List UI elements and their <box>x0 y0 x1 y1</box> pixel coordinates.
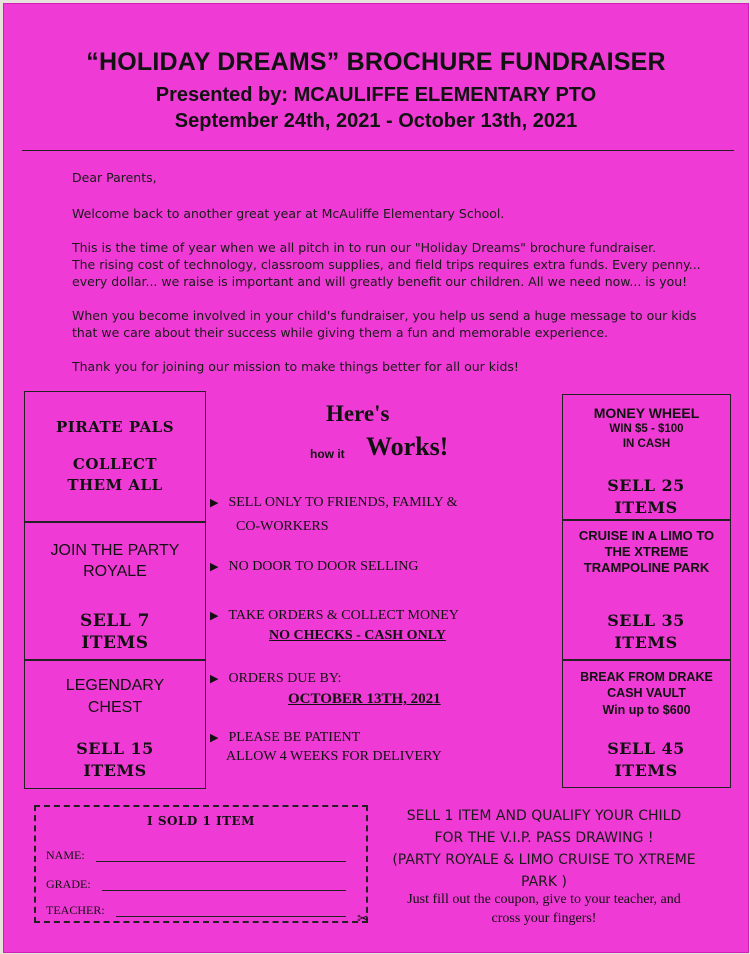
presented-by: Presented by: MCAULIFFE ELEMENTARY PTO <box>155 84 597 106</box>
letter-paragraph-2-line-2: The rising cost of technology, classroom supplies, and field trips requires extra funds. Every penny... <box>72 257 701 272</box>
vip-instructions <box>376 890 712 928</box>
vip-line-6: cross your fingers! <box>491 911 597 926</box>
coupon-teacher-field[interactable] <box>116 916 346 917</box>
vip-line-4: PARK ) <box>521 874 567 890</box>
letter-paragraph-3-line-2: that we care about their success while giving them a fun and memorable experience. <box>72 325 608 340</box>
rule-friends-family <box>210 495 457 511</box>
heres-heading: Here's <box>326 401 390 426</box>
fundraiser-dates: September 24th, 2021 - October 13th, 2021 <box>174 110 578 132</box>
rule-text: TAKE ORDERS & COLLECT MONEY <box>228 608 459 623</box>
coupon-teacher-label: TEACHER: <box>46 903 105 917</box>
letter-greeting: Dear Parents, <box>72 170 157 185</box>
prize-sell-goal: SELL 7 ITEMS <box>80 611 150 653</box>
rule-text: PLEASE BE PATIENT <box>228 730 361 745</box>
flyer-sheet <box>4 4 748 952</box>
letter-paragraph-2-line-3: every dollar... we raise is important and will greatly benefit our children. All we need now... is you! <box>72 274 688 289</box>
rule-text: ORDERS DUE BY: <box>228 671 342 686</box>
coupon-title: I SOLD 1 ITEM <box>147 814 255 828</box>
rule-no-door-to-door <box>210 559 419 575</box>
rule-be-patient <box>210 730 360 746</box>
prize-box-party-royale <box>24 521 206 661</box>
coupon-name-field[interactable] <box>96 861 346 862</box>
vip-line-2: FOR THE V.I.P. PASS DRAWING ! <box>434 830 654 846</box>
header-divider <box>22 150 734 151</box>
works-heading: Works! <box>366 432 449 461</box>
prize-box-drake-cash-vault <box>562 659 731 788</box>
rule-cash-only: NO CHECKS - CASH ONLY <box>269 628 446 643</box>
prize-sell-goal: SELL 45 ITEMS <box>607 739 685 780</box>
coupon-grade-field[interactable] <box>102 890 346 891</box>
prize-box-limo-cruise <box>562 519 731 661</box>
triangle-bullet-icon: ▶ <box>210 673 219 685</box>
prize-sell-goal: SELL 25 ITEMS <box>607 476 685 517</box>
vip-drawing-text <box>376 805 712 893</box>
triangle-bullet-icon: ▶ <box>210 610 219 622</box>
letter-paragraph-4: Thank you for joining our mission to make things better for all our kids! <box>72 359 519 374</box>
vip-line-1: SELL 1 ITEM AND QUALIFY YOUR CHILD <box>406 808 682 824</box>
rule-orders-due <box>210 671 342 687</box>
rule-delivery-time: ALLOW 4 WEEKS FOR DELIVERY <box>226 749 442 764</box>
coupon-cutout[interactable] <box>34 805 369 926</box>
prize-box-money-wheel <box>562 394 731 521</box>
prize-detail: COLLECT THEM ALL <box>67 455 163 494</box>
prize-name: CRUISE IN A LIMO TO THE XTREME TRAMPOLINE PARK <box>578 528 715 575</box>
prize-box-pirate-pals <box>24 391 206 523</box>
scissors-icon: ✂ <box>357 910 369 926</box>
coupon-grade-label: GRADE: <box>46 877 91 891</box>
flyer-title: “HOLIDAY DREAMS” BROCHURE FUNDRAISER <box>86 48 666 76</box>
vip-line-3: (PARTY ROYALE & LIMO CRUISE TO XTREME <box>392 852 696 868</box>
prize-box-legendary-chest <box>24 659 206 789</box>
rule-text: SELL ONLY TO FRIENDS, FAMILY & <box>228 495 458 510</box>
letter-paragraph-1: Welcome back to another great year at McAuliffe Elementary School. <box>72 206 505 221</box>
prize-detail: WIN $5 - $100 <box>609 423 684 435</box>
prize-sell-goal: SELL 35 ITEMS <box>607 611 685 652</box>
prize-sell-goal: SELL 15 ITEMS <box>76 739 154 780</box>
triangle-bullet-icon: ▶ <box>210 561 219 573</box>
prize-detail: Win up to $600 <box>602 703 691 717</box>
rule-text: NO DOOR TO DOOR SELLING <box>228 559 419 574</box>
how-it-label: how it <box>310 447 345 461</box>
prize-name: LEGENDARY CHEST <box>65 677 165 716</box>
coupon-name-label: NAME: <box>46 848 85 862</box>
letter-paragraph-3-line-1: When you become involved in your child's fundraiser, you help us send a huge message to our kids <box>72 308 697 323</box>
rule-text-continued: CO-WORKERS <box>236 519 329 534</box>
prize-name: MONEY WHEEL <box>593 405 700 421</box>
prize-name: BREAK FROM DRAKE CASH VAULT <box>580 670 713 700</box>
prize-name: PIRATE PALS <box>55 418 175 436</box>
triangle-bullet-icon: ▶ <box>210 732 219 744</box>
rule-take-orders <box>210 608 459 624</box>
due-date: OCTOBER 13TH, 2021 <box>288 691 441 707</box>
prize-detail: IN CASH <box>622 438 671 450</box>
triangle-bullet-icon: ▶ <box>210 497 219 509</box>
letter-paragraph-2-line-1: This is the time of year when we all pitch in to run our "Holiday Dreams" brochure fundraiser. <box>72 240 657 255</box>
prize-name: JOIN THE PARTY ROYALE <box>50 542 180 580</box>
vip-line-5: Just fill out the coupon, give to your teacher, and <box>407 892 681 907</box>
